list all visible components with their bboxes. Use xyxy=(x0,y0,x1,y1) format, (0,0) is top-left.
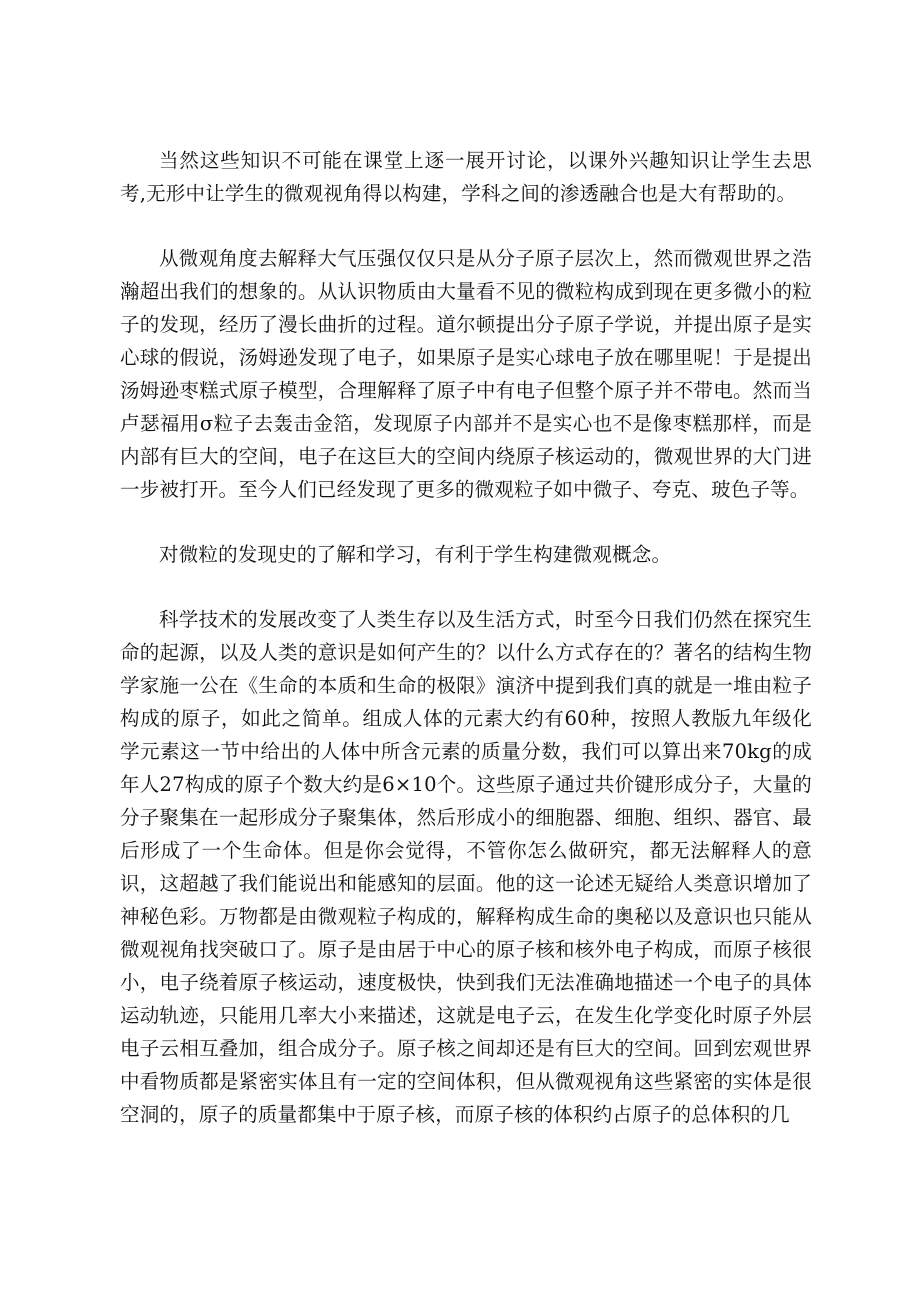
paragraph-3: 对微粒的发现史的了解和学习，有利于学生构建微观概念。 xyxy=(159,543,672,566)
paragraph-1: 当然这些知识不可能在课堂上逐一展开讨论，以课外兴趣知识让学生去思考,无形中让学生的微观视角得以构建，学科之间的渗透融合也是大有帮助的。 xyxy=(120,149,812,205)
paragraph-4: 科学技术的发展改变了人类生存以及生活方式，时至今日我们仍然在探究生命的起源，以及人类的意识是如何产生的？以什么方式存在的？著名的结构生物学家施一公在《生命的本质和生命的极限》演济中提到我们真的就是一堆由粒子构成的原子，如此之简单。组成人体的元素大约有60种，按照人教版九年级化学元素这一节中给出的人体中所含元素的质量分数，我们可以算出来70kg的成年人27构成的原子个数大约是6×10个。这些原子通过共价键形成分子，大量的分子聚集在一起形成分子聚集体，然后形成小的细胞器、细胞、组织、器官、最后形成了一个生命体。但是你会觉得，不管你怎么做研究，都无法解释人的意识，这超越了我们能说出和能感知的层面。他的这一论述无疑给人类意识增加了神秘色彩。万物都是由微观粒子构成的，解释构成生命的奥秘以及意识也只能从微观视角找突破口了。原子是由居于中心的原子核和核外电子构成，而原子核很小，电子绕着原子核运动，速度极快，快到我们无法准确地描述一个电子的具体运动轨迹，只能用几率大小来描述，这就是电子云，在发生化学变化时原子外层电子云相互叠加，组合成分子。原子核之间却还是有巨大的空间。回到宏观世界中看物质都是紧密实体且有一定的空间体积，但从微观视角这些紧密的实体是很空洞的，原子的质量都集中于原子核，而原子核的体积约占原子的总体积的几 xyxy=(120,608,812,1126)
paragraph-2: 从微观角度去解释大气压强仅仅只是从分子原子层次上，然而微观世界之浩瀚超出我们的想象的。从认识物质由大量看不见的微粒构成到现在更多微小的粒子的发现，经历了漫长曲折的过程。道尔顿提出分子原子学说，并提出原子是实心球的假说，汤姆逊发现了电子，如果原子是实心球电子放在哪里呢！于是提出汤姆逊枣糕式原子模型，合理解释了原子中有电子但整个原子并不带电。然而当卢瑟福用σ粒子去轰击金箔，发现原子内部并不是实心也不是像枣糕那样，而是内部有巨大的空间，电子在这巨大的空间内绕原子核运动的，微观世界的大门进一步被打开。至今人们已经发现了更多的微观粒子如中微子、夸克、玻色子等。 xyxy=(120,247,812,501)
document-body xyxy=(120,144,812,1163)
